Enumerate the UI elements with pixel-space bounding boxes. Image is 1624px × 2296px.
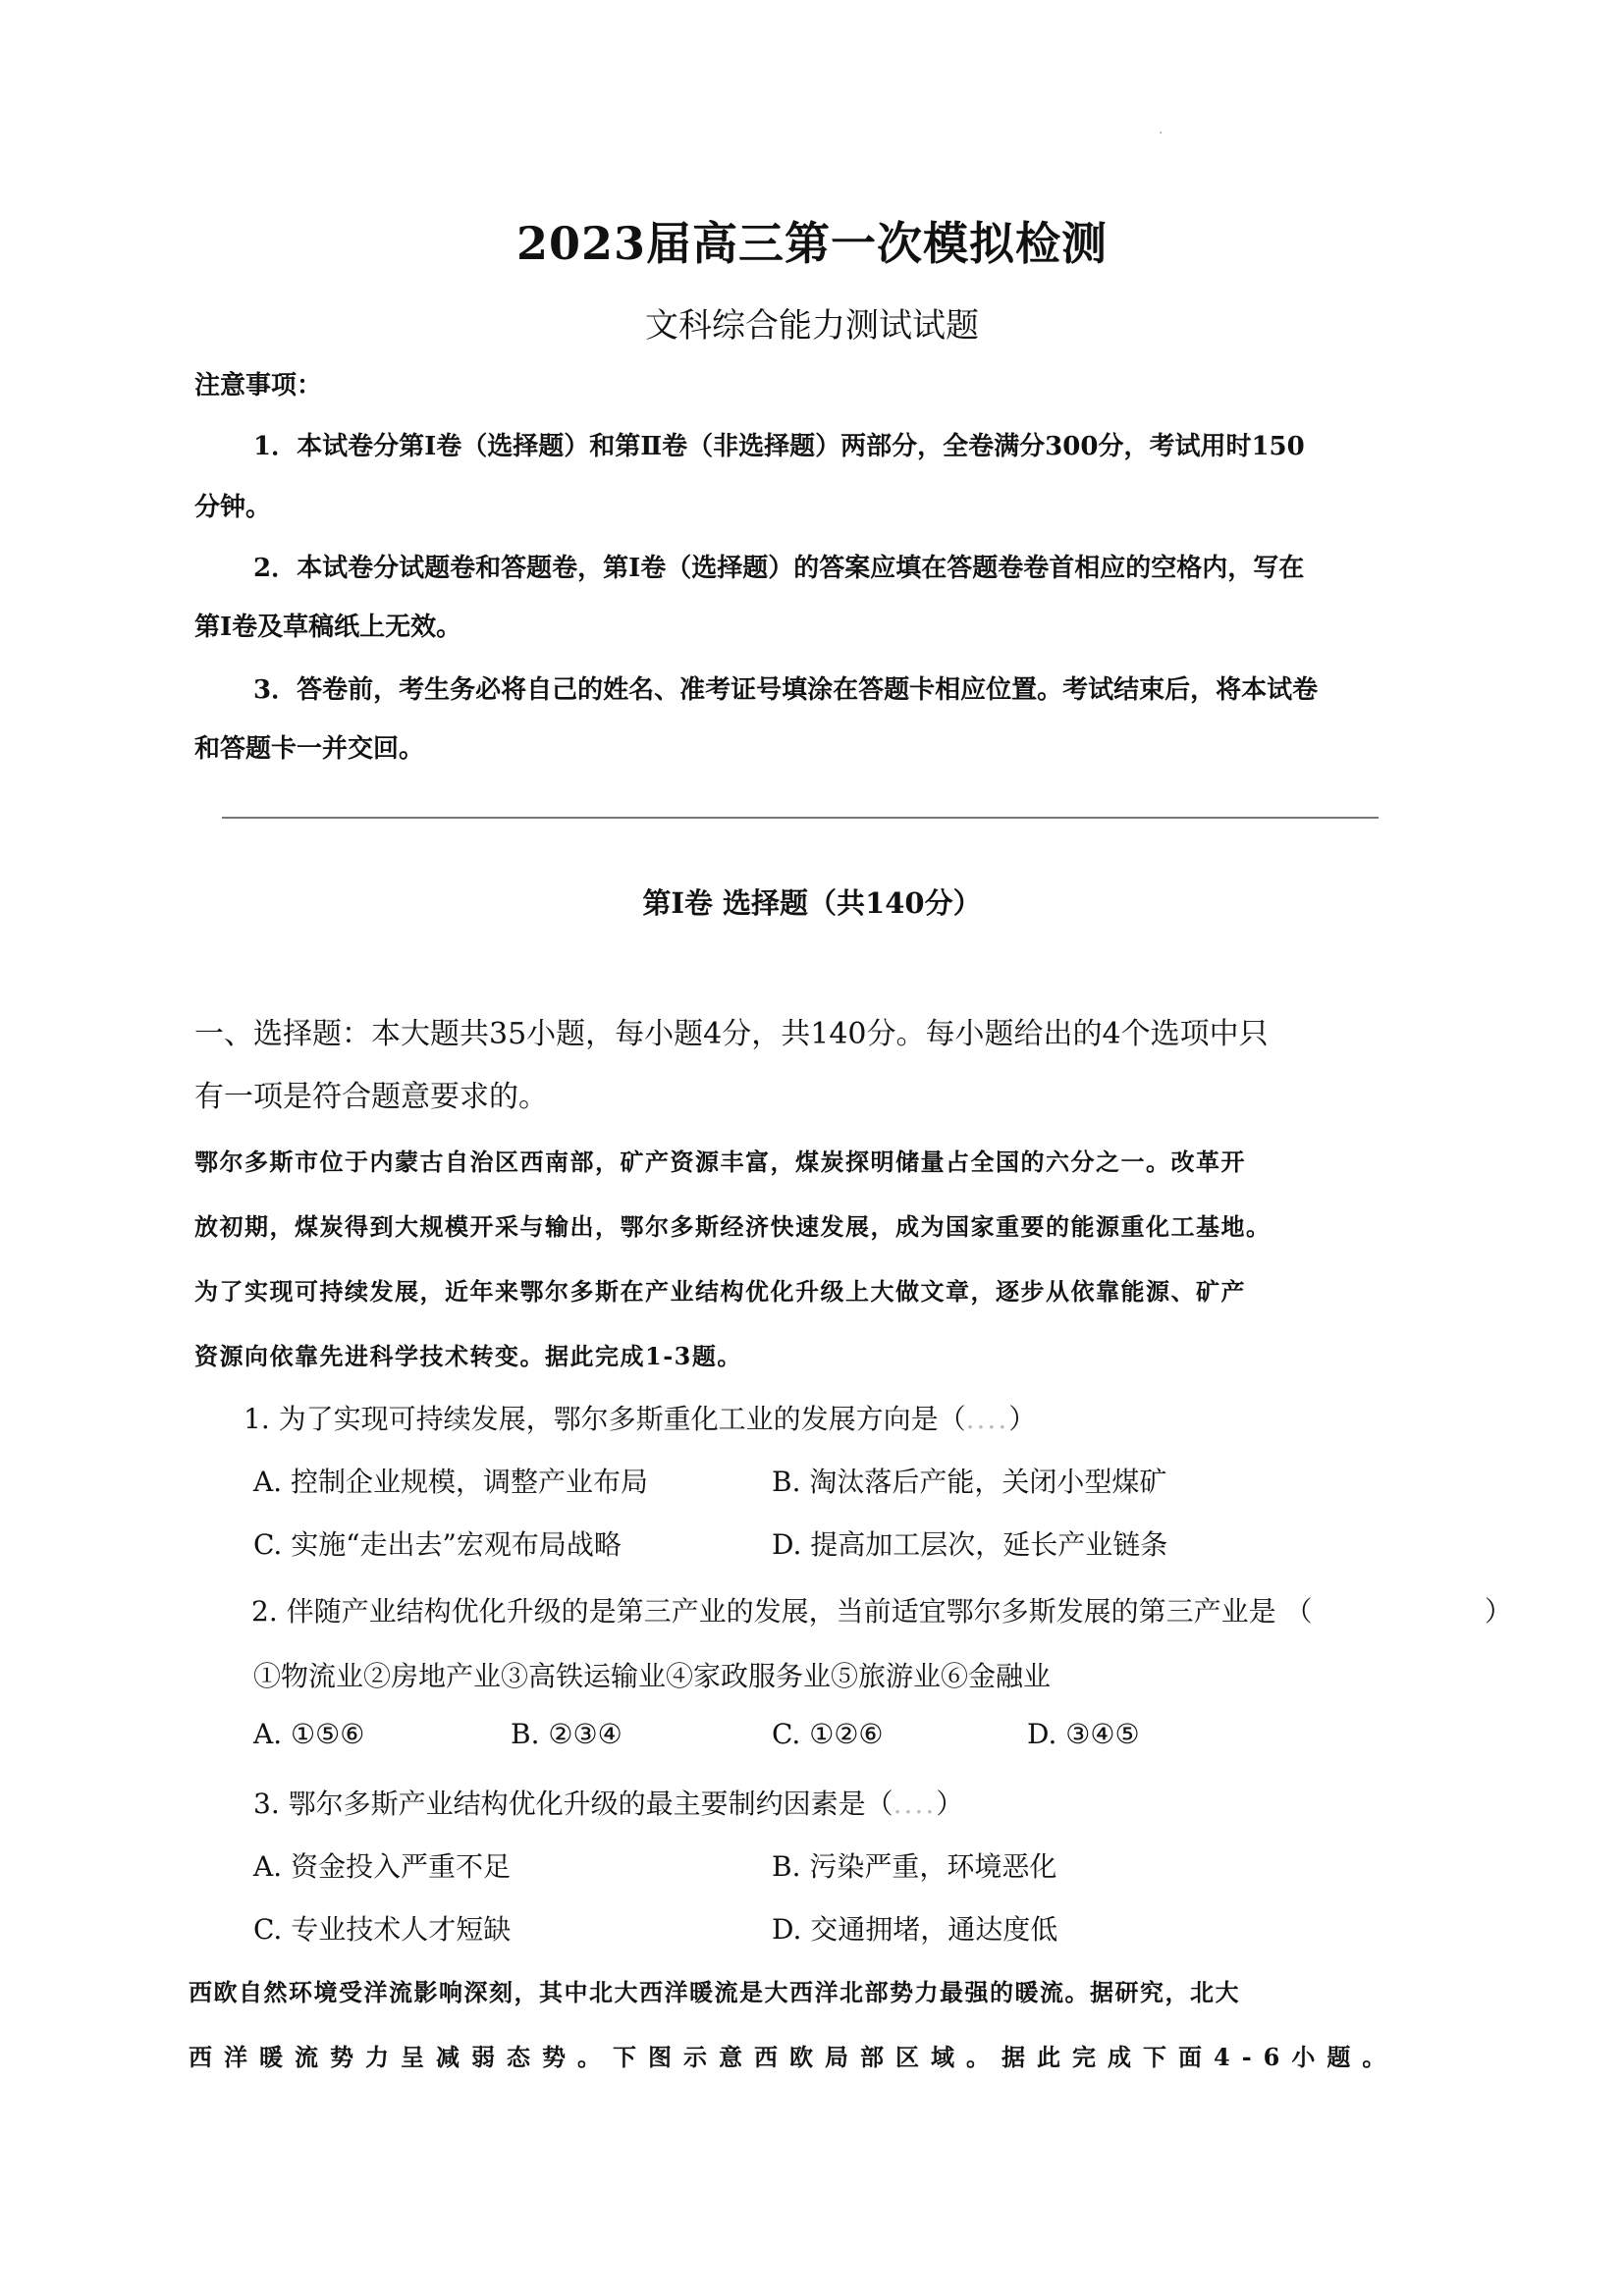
question-stem-close: ） bbox=[1008, 1403, 1037, 1435]
notice-line: 和答题卡一并交回。 bbox=[194, 734, 425, 764]
question-2-option-d: D. ③④⑤ bbox=[1027, 1718, 1140, 1750]
question-1-option-d: D. 提高加工层次，延长产业链条 bbox=[772, 1528, 1168, 1561]
question-3-option-a: A. 资金投入严重不足 bbox=[253, 1850, 512, 1883]
question-2-stem: 2. 伴随产业结构优化升级的是第三产业的发展，当前适宜鄂尔多斯发展的第三产业是 （ bbox=[251, 1595, 1313, 1628]
passage-line: 鄂尔多斯市位于内蒙古自治区西南部，矿产资源丰富，煤炭探明储量占全国的六分之一。改革开 bbox=[194, 1148, 1246, 1176]
passage-line: 放初期，煤炭得到大规模开采与输出，鄂尔多斯经济快速发展，成为国家重要的能源重化工基地。 bbox=[194, 1212, 1272, 1241]
question-stem-text: 3. 鄂尔多斯产业结构优化升级的最主要制约因素是（ bbox=[253, 1788, 893, 1820]
notice-heading: 注意事项： bbox=[194, 371, 323, 400]
question-3-option-b: B. 污染严重，环境恶化 bbox=[772, 1850, 1057, 1883]
question-1-option-b: B. 淘汰落后产能，关闭小型煤矿 bbox=[772, 1466, 1167, 1498]
question-3-option-d: D. 交通拥堵，通达度低 bbox=[772, 1913, 1058, 1946]
section-intro-line: 一、选择题：本大题共35小题，每小题4分，共140分。每小题给出的4个选项中只 bbox=[194, 1017, 1269, 1051]
question-2-items: ①物流业②房地产业③高铁运输业④家政服务业⑤旅游业⑥金融业 bbox=[253, 1660, 1052, 1692]
question-2-option-c: C. ①②⑥ bbox=[772, 1718, 884, 1750]
page-title: 2023届高三第一次模拟检测 bbox=[515, 217, 1109, 270]
question-1-option-c: C. 实施“走出去”宏观布局战略 bbox=[253, 1528, 622, 1561]
question-3-stem bbox=[253, 1783, 963, 1822]
question-2-option-b: B. ②③④ bbox=[511, 1718, 623, 1750]
notice-line: 1．本试卷分第Ⅰ卷（选择题）和第Ⅱ卷（非选择题）两部分，全卷满分300分，考试用时150 bbox=[253, 432, 1305, 461]
notice-line: 分钟。 bbox=[194, 493, 272, 522]
notice-line: 第Ⅰ卷及草稿纸上无效。 bbox=[194, 613, 462, 642]
passage-line: 西洋暖流势力呈减弱态势。下图示意西欧局部区域。据此完成下面4-6小题。 bbox=[189, 2043, 1398, 2071]
question-1-stem bbox=[244, 1398, 1036, 1437]
question-3-option-c: C. 专业技术人才短缺 bbox=[253, 1913, 512, 1946]
passage-line: 资源向依靠先进科学技术转变。据此完成1-3题。 bbox=[194, 1342, 742, 1370]
page-dot: · bbox=[1159, 126, 1164, 141]
question-1-option-a: A. 控制企业规模，调整产业布局 bbox=[253, 1466, 649, 1498]
section-intro-line: 有一项是符合题意要求的。 bbox=[194, 1080, 548, 1114]
passage-line: 为了实现可持续发展，近年来鄂尔多斯在产业结构优化升级上大做文章，逐步从依靠能源、矿产 bbox=[194, 1277, 1246, 1306]
passage-line: 西欧自然环境受洋流影响深刻，其中北大西洋暖流是大西洋北部势力最强的暖流。据研究，北大 bbox=[189, 1978, 1240, 2006]
page-subtitle: 文科综合能力测试试题 bbox=[645, 306, 979, 346]
question-stem-close: ） bbox=[936, 1788, 964, 1820]
question-2-option-a: A. ①⑤⑥ bbox=[253, 1718, 365, 1750]
notice-line: 3．答卷前，考生务必将自己的姓名、准考证号填涂在答题卡相应位置。考试结束后，将本试卷 bbox=[253, 675, 1319, 705]
answer-blank: .... bbox=[893, 1788, 937, 1820]
section-title: 第Ⅰ卷 选择题（共140分） bbox=[642, 886, 982, 920]
divider bbox=[222, 817, 1379, 819]
question-stem-text: 1. 为了实现可持续发展，鄂尔多斯重化工业的发展方向是（ bbox=[244, 1403, 966, 1435]
answer-blank: .... bbox=[965, 1403, 1009, 1435]
question-2-stem-close: ） bbox=[1485, 1595, 1513, 1628]
notice-line: 2．本试卷分试题卷和答题卷，第Ⅰ卷（选择题）的答案应填在答题卷卷首相应的空格内，写在 bbox=[253, 554, 1305, 583]
